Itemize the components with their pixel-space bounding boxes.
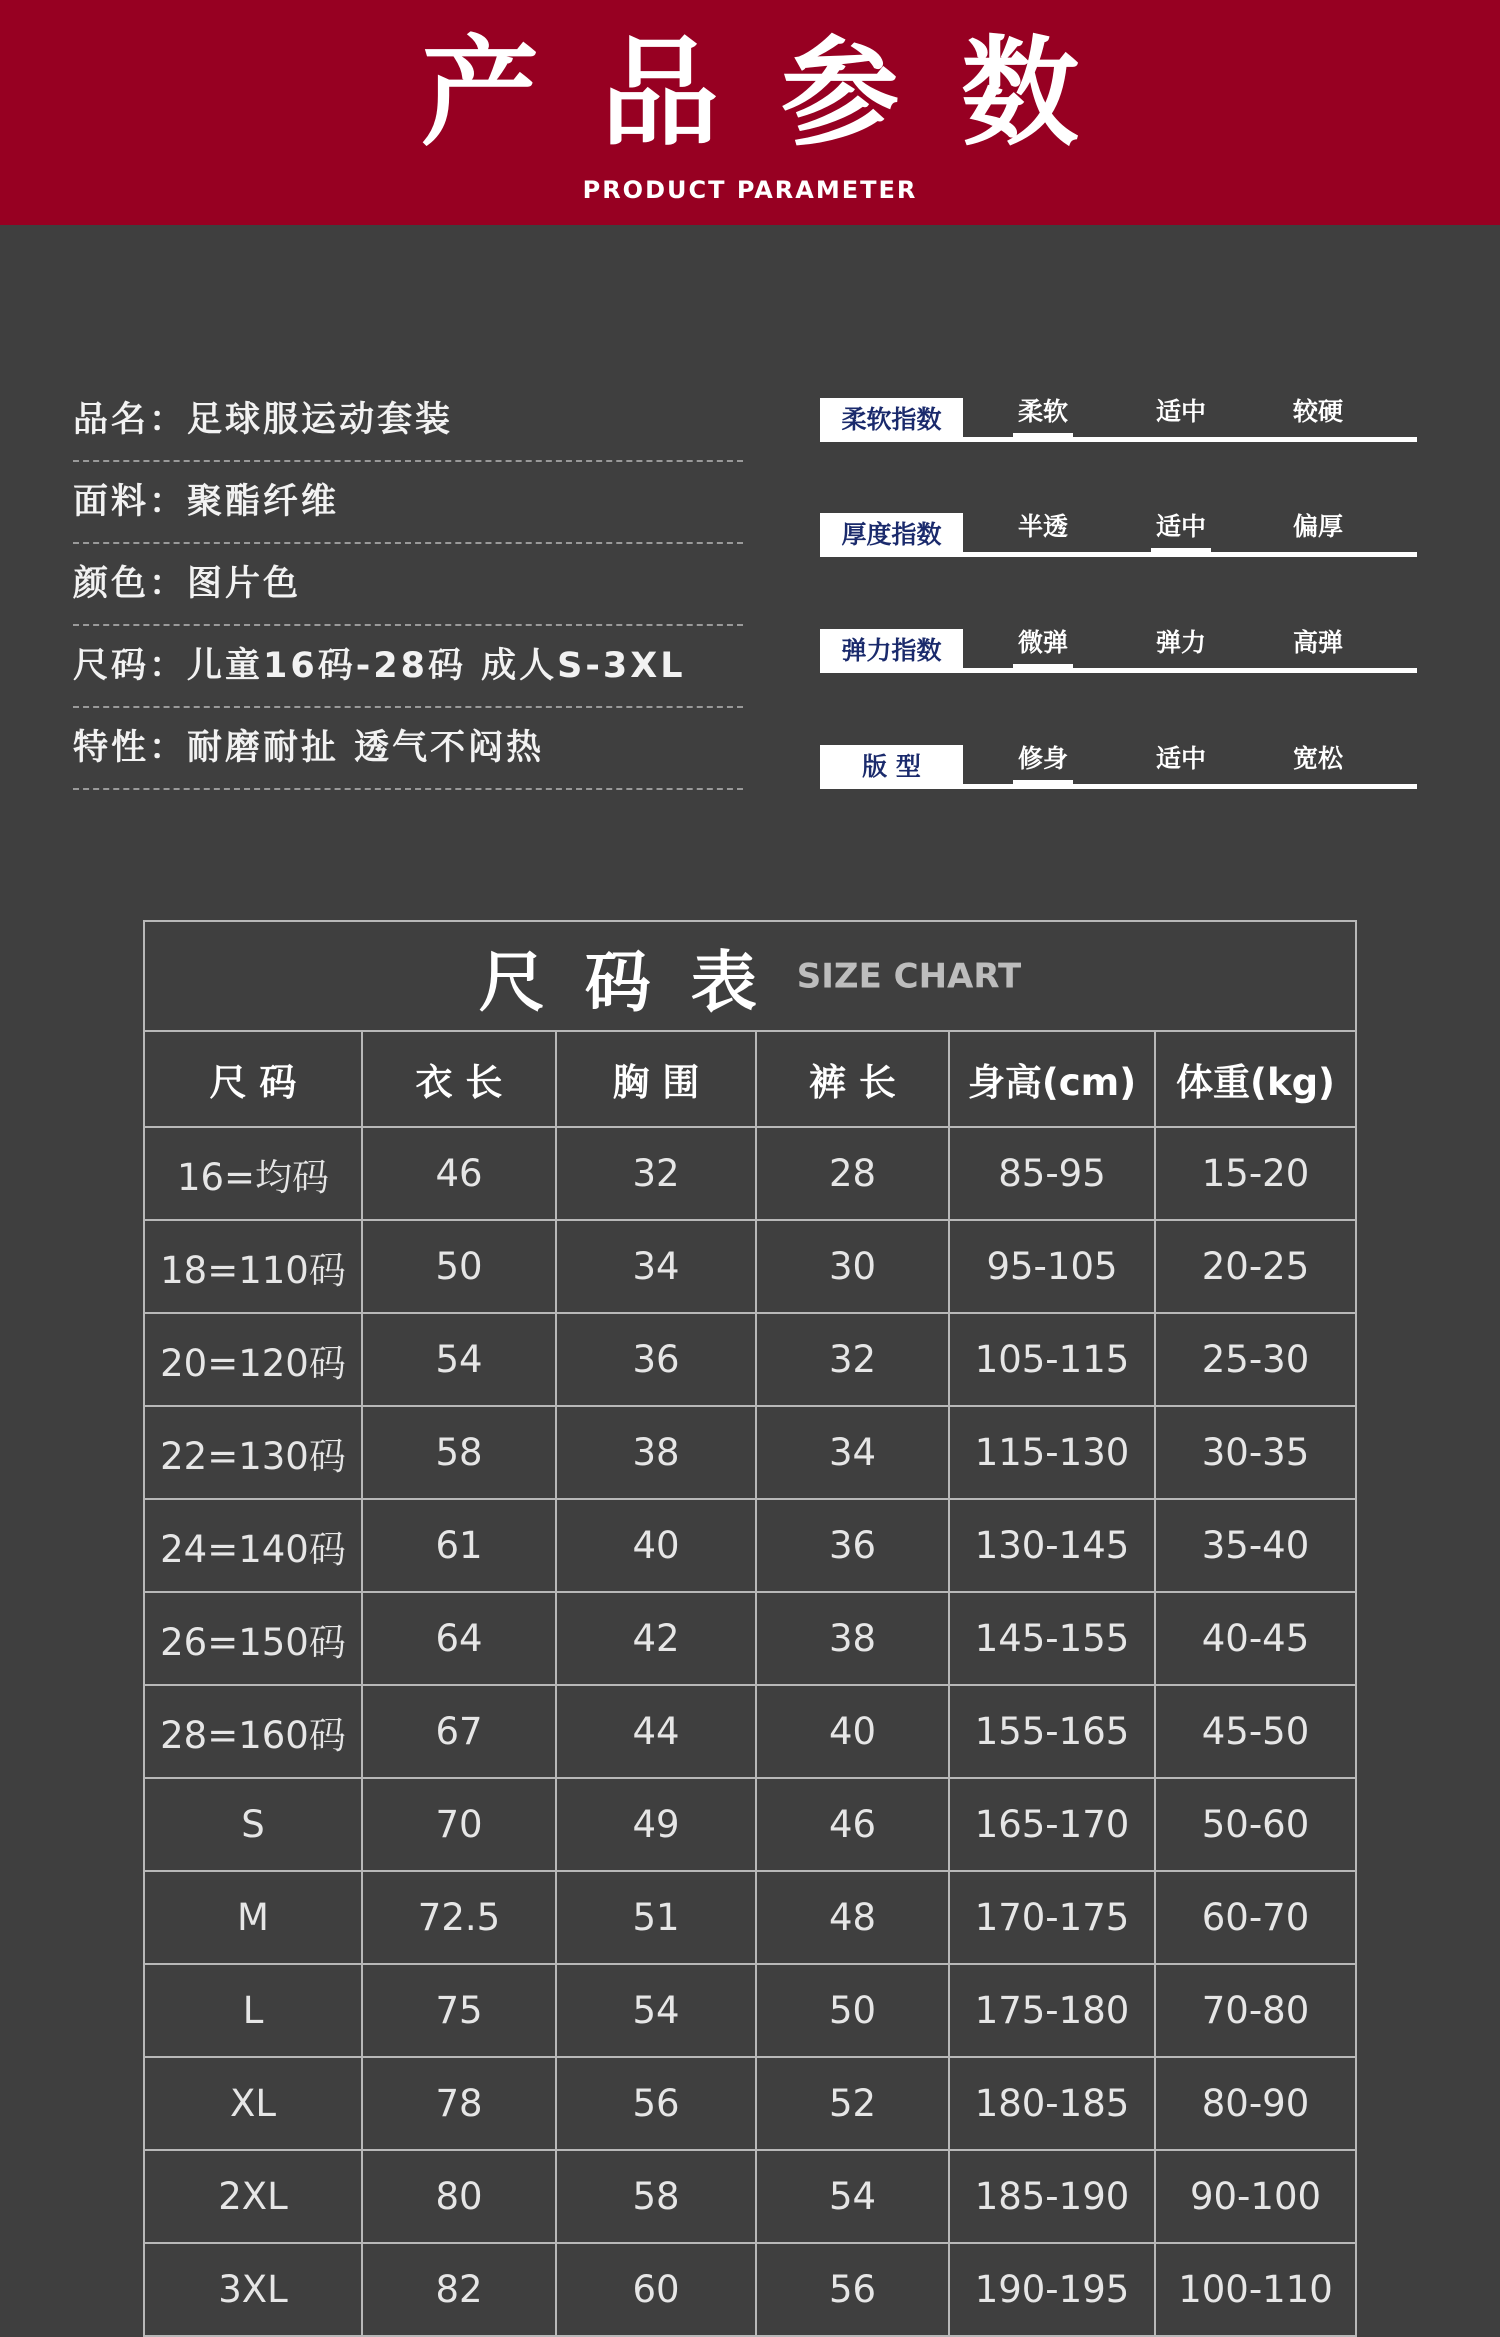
table-cell: 100-110 <box>1155 2243 1356 2336</box>
scale-option-label: 修身 <box>1017 744 1068 773</box>
table-cell: 24=140码 <box>144 1499 362 1592</box>
table-cell: 85-95 <box>949 1127 1155 1220</box>
table-cell: 40 <box>556 1499 756 1592</box>
scale-label: 弹力指数 <box>820 629 963 673</box>
scale-option <box>1136 739 1226 775</box>
table-cell: 25-30 <box>1155 1313 1356 1406</box>
scale-option <box>998 623 1088 659</box>
column-header: 裤 长 <box>756 1031 949 1127</box>
table-cell: 54 <box>756 2150 949 2243</box>
table-cell: 54 <box>556 1964 756 2057</box>
table-row <box>144 2243 1356 2336</box>
table-cell: 52 <box>756 2057 949 2150</box>
scale-option <box>1273 623 1363 659</box>
table-cell: 90-100 <box>1155 2150 1356 2243</box>
info-text: 品名：足球服运动套装 <box>73 400 454 440</box>
table-cell: 18=110码 <box>144 1220 362 1313</box>
table-row <box>144 2150 1356 2243</box>
scale-option <box>998 739 1088 775</box>
table-cell: 40 <box>756 1685 949 1778</box>
table-cell: 20-25 <box>1155 1220 1356 1313</box>
table-cell: 105-115 <box>949 1313 1155 1406</box>
table-cell: 72.5 <box>362 1871 556 1964</box>
scale-option-label: 弹力 <box>1155 628 1206 657</box>
info-row-name <box>73 380 743 462</box>
size-chart-title: 尺码表 <box>478 943 797 1021</box>
table-cell: L <box>144 1964 362 2057</box>
info-row-feature <box>73 708 743 790</box>
table-cell: 70-80 <box>1155 1964 1356 2057</box>
table-cell: 67 <box>362 1685 556 1778</box>
table-cell: 48 <box>756 1871 949 1964</box>
table-cell: 36 <box>756 1499 949 1592</box>
table-cell: 58 <box>556 2150 756 2243</box>
selected-marker <box>1013 433 1073 439</box>
column-header: 身高(cm) <box>949 1031 1155 1127</box>
table-cell: 54 <box>362 1313 556 1406</box>
table-row <box>144 2057 1356 2150</box>
info-row-size <box>73 626 743 708</box>
size-chart-title-en: SIZE CHART <box>796 956 1022 996</box>
table-cell: 26=150码 <box>144 1592 362 1685</box>
table-cell: 28 <box>756 1127 949 1220</box>
scale-2 <box>820 623 1417 673</box>
table-row <box>144 1871 1356 1964</box>
table-row <box>144 1592 1356 1685</box>
table-cell: S <box>144 1778 362 1871</box>
scale-option <box>998 392 1088 428</box>
scale-option-label: 适中 <box>1155 397 1206 426</box>
table-cell: 56 <box>756 2243 949 2336</box>
table-cell: 36 <box>556 1313 756 1406</box>
table-row <box>144 1685 1356 1778</box>
info-text: 特性：耐磨耐扯 透气不闷热 <box>73 728 545 768</box>
table-cell: 95-105 <box>949 1220 1155 1313</box>
table-cell: 46 <box>756 1778 949 1871</box>
size-chart-table <box>143 920 1357 2337</box>
table-cell: 2XL <box>144 2150 362 2243</box>
table-cell: 185-190 <box>949 2150 1155 2243</box>
table-cell: 170-175 <box>949 1871 1155 1964</box>
scale-option-label: 高弹 <box>1292 628 1343 657</box>
scale-option <box>1136 392 1226 428</box>
table-cell: 80 <box>362 2150 556 2243</box>
table-row <box>144 1964 1356 2057</box>
table-cell: 15-20 <box>1155 1127 1356 1220</box>
product-info-list <box>73 380 743 790</box>
table-row <box>144 1313 1356 1406</box>
table-cell: 61 <box>362 1499 556 1592</box>
info-text: 尺码：儿童16码-28码 成人S-3XL <box>73 646 686 686</box>
table-cell: 155-165 <box>949 1685 1155 1778</box>
scale-label: 厚度指数 <box>820 513 963 557</box>
scale-option-label: 适中 <box>1155 744 1206 773</box>
table-cell: 50 <box>362 1220 556 1313</box>
header-banner <box>0 0 1500 225</box>
info-row-fabric <box>73 462 743 544</box>
table-cell: 38 <box>556 1406 756 1499</box>
table-row <box>144 1499 1356 1592</box>
table-cell: 58 <box>362 1406 556 1499</box>
table-cell: 64 <box>362 1592 556 1685</box>
table-cell: 35-40 <box>1155 1499 1356 1592</box>
table-row <box>144 1778 1356 1871</box>
selected-marker <box>1013 664 1073 670</box>
table-cell: 165-170 <box>949 1778 1155 1871</box>
selected-marker <box>1013 780 1073 786</box>
table-cell: 34 <box>756 1406 949 1499</box>
table-cell: 50-60 <box>1155 1778 1356 1871</box>
scale-option-label: 适中 <box>1155 512 1206 541</box>
column-header: 尺 码 <box>144 1031 362 1127</box>
table-cell: 115-130 <box>949 1406 1155 1499</box>
table-cell: 78 <box>362 2057 556 2150</box>
table-row <box>144 1220 1356 1313</box>
table-cell: XL <box>144 2057 362 2150</box>
scale-option <box>1273 507 1363 543</box>
table-cell: 20=120码 <box>144 1313 362 1406</box>
scale-option-label: 柔软 <box>1017 397 1068 426</box>
scale-3 <box>820 739 1417 789</box>
table-cell: 40-45 <box>1155 1592 1356 1685</box>
table-cell: 175-180 <box>949 1964 1155 2057</box>
table-cell: 145-155 <box>949 1592 1155 1685</box>
scale-option <box>998 507 1088 543</box>
info-text: 面料：聚酯纤维 <box>73 482 340 522</box>
size-chart-caption <box>144 921 1356 1031</box>
page-title: 产品参数 <box>420 24 1141 162</box>
selected-marker <box>1151 548 1211 554</box>
table-cell: 34 <box>556 1220 756 1313</box>
table-cell: 38 <box>756 1592 949 1685</box>
info-row-color <box>73 544 743 626</box>
table-cell: 80-90 <box>1155 2057 1356 2150</box>
info-text: 颜色：图片色 <box>73 564 302 604</box>
scale-option-label: 宽松 <box>1292 744 1343 773</box>
size-chart-body <box>144 1127 1356 2336</box>
table-row <box>144 1127 1356 1220</box>
column-header: 衣 长 <box>362 1031 556 1127</box>
table-cell: 180-185 <box>949 2057 1155 2150</box>
column-header: 体重(kg) <box>1155 1031 1356 1127</box>
table-cell: 49 <box>556 1778 756 1871</box>
scale-1 <box>820 507 1417 557</box>
table-cell: 82 <box>362 2243 556 2336</box>
table-cell: 70 <box>362 1778 556 1871</box>
table-cell: 30 <box>756 1220 949 1313</box>
table-cell: 45-50 <box>1155 1685 1356 1778</box>
scale-label: 柔软指数 <box>820 398 963 442</box>
table-cell: 42 <box>556 1592 756 1685</box>
table-cell: 32 <box>756 1313 949 1406</box>
table-row <box>144 1406 1356 1499</box>
scale-option <box>1136 507 1226 543</box>
table-cell: 51 <box>556 1871 756 1964</box>
table-cell: 130-145 <box>949 1499 1155 1592</box>
scale-option <box>1273 739 1363 775</box>
table-cell: 28=160码 <box>144 1685 362 1778</box>
table-cell: 44 <box>556 1685 756 1778</box>
table-cell: 30-35 <box>1155 1406 1356 1499</box>
table-cell: 3XL <box>144 2243 362 2336</box>
scale-0 <box>820 392 1417 442</box>
scale-option-label: 微弹 <box>1017 628 1068 657</box>
table-cell: 50 <box>756 1964 949 2057</box>
table-cell: M <box>144 1871 362 1964</box>
size-chart-header-row <box>144 1031 1356 1127</box>
table-cell: 32 <box>556 1127 756 1220</box>
column-header: 胸 围 <box>556 1031 756 1127</box>
scale-option <box>1273 392 1363 428</box>
table-cell: 22=130码 <box>144 1406 362 1499</box>
scale-label: 版 型 <box>820 745 963 789</box>
scale-option-label: 偏厚 <box>1292 512 1343 541</box>
table-cell: 60 <box>556 2243 756 2336</box>
scale-option-label: 较硬 <box>1292 397 1343 426</box>
table-cell: 56 <box>556 2057 756 2150</box>
table-cell: 16=均码 <box>144 1127 362 1220</box>
scale-option-label: 半透 <box>1017 512 1068 541</box>
scale-option <box>1136 623 1226 659</box>
table-cell: 75 <box>362 1964 556 2057</box>
table-cell: 46 <box>362 1127 556 1220</box>
page-subtitle: PRODUCT PARAMETER <box>582 176 918 204</box>
table-cell: 60-70 <box>1155 1871 1356 1964</box>
table-cell: 190-195 <box>949 2243 1155 2336</box>
